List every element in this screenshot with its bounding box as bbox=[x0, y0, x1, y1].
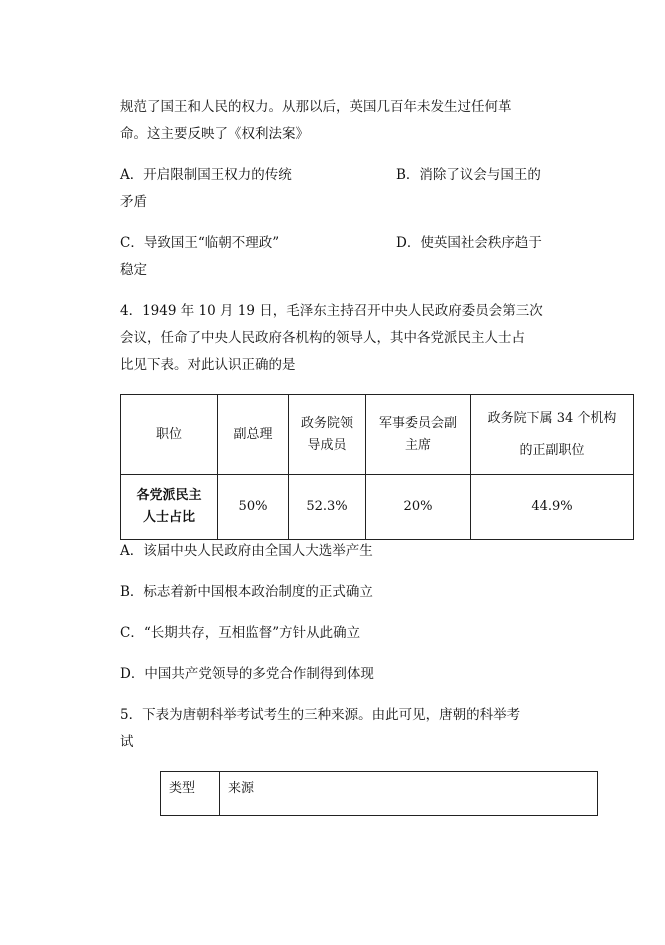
header-gov-council-l1: 政务院领 bbox=[300, 415, 353, 431]
header-cell-gov-council bbox=[289, 395, 366, 475]
q3-option-b-continued: 矛盾 bbox=[120, 194, 147, 210]
q3-line-2: 命。这主要反映了《权利法案》 bbox=[120, 126, 309, 142]
q5-line-2: 试 bbox=[120, 734, 134, 750]
header-cell-military bbox=[366, 395, 471, 475]
header-military-l1: 军事委员会副 bbox=[378, 415, 457, 431]
value-cell-agencies: 44.9% bbox=[471, 475, 634, 540]
header-agencies-l1: 政务院下属 34 个机构 bbox=[487, 410, 617, 426]
header-cell-position: 职位 bbox=[121, 395, 218, 475]
q3-line-1: 规范了国王和人民的权力。从那以后，英国几百年未发生过任何革 bbox=[120, 99, 512, 115]
q4-line-2: 会议，任命了中央人民政府各机构的领导人，其中各党派民主人士占 bbox=[120, 330, 525, 346]
q4-option-a: A．该届中央人民政府由全国人大选举产生 bbox=[120, 543, 373, 559]
q4-table bbox=[120, 394, 634, 540]
header-cell-type: 类型 bbox=[161, 772, 220, 816]
row-label-l1: 各党派民主 bbox=[136, 488, 202, 503]
q3-option-b: B．消除了议会与国王的 bbox=[396, 167, 541, 183]
q4-line-3: 比见下表。对此认识正确的是 bbox=[120, 357, 296, 373]
row-label-l2: 人士占比 bbox=[142, 510, 195, 525]
header-cell-agencies bbox=[471, 395, 634, 475]
header-cell-source: 来源 bbox=[220, 772, 598, 816]
value-cell-military: 20% bbox=[366, 475, 471, 540]
table-header-row bbox=[161, 772, 598, 816]
row-label-cell bbox=[121, 475, 218, 540]
table-header-row bbox=[121, 395, 634, 475]
q4-option-b: B．标志着新中国根本政治制度的正式确立 bbox=[120, 584, 373, 600]
header-gov-council-l2: 导成员 bbox=[307, 437, 347, 453]
q4-option-d: D．中国共产党领导的多党合作制得到体现 bbox=[120, 666, 374, 682]
q5-table bbox=[160, 771, 598, 816]
q3-option-d: D．使英国社会秩序趋于 bbox=[396, 235, 542, 251]
q4-option-c: C．“长期共存，互相监督”方针从此确立 bbox=[120, 625, 361, 641]
header-cell-vice-premier: 副总理 bbox=[218, 395, 289, 475]
table-row bbox=[121, 475, 634, 540]
header-military-l2: 主席 bbox=[404, 437, 431, 453]
header-agencies-l2: 的正副职位 bbox=[519, 442, 585, 458]
value-cell-vice-premier: 50% bbox=[218, 475, 289, 540]
q5-line-1: 5．下表为唐朝科举考试考生的三种来源。由此可见，唐朝的科举考 bbox=[120, 707, 521, 723]
q3-option-c: C．导致国王“临朝不理政” bbox=[120, 235, 280, 251]
value-cell-gov-council: 52.3% bbox=[289, 475, 366, 540]
q3-option-a: A．开启限制国王权力的传统 bbox=[120, 167, 292, 183]
q4-line-1: 4．1949 年 10 月 19 日，毛泽东主持召开中央人民政府委员会第三次 bbox=[120, 303, 543, 319]
q3-option-d-continued: 稳定 bbox=[120, 262, 147, 278]
